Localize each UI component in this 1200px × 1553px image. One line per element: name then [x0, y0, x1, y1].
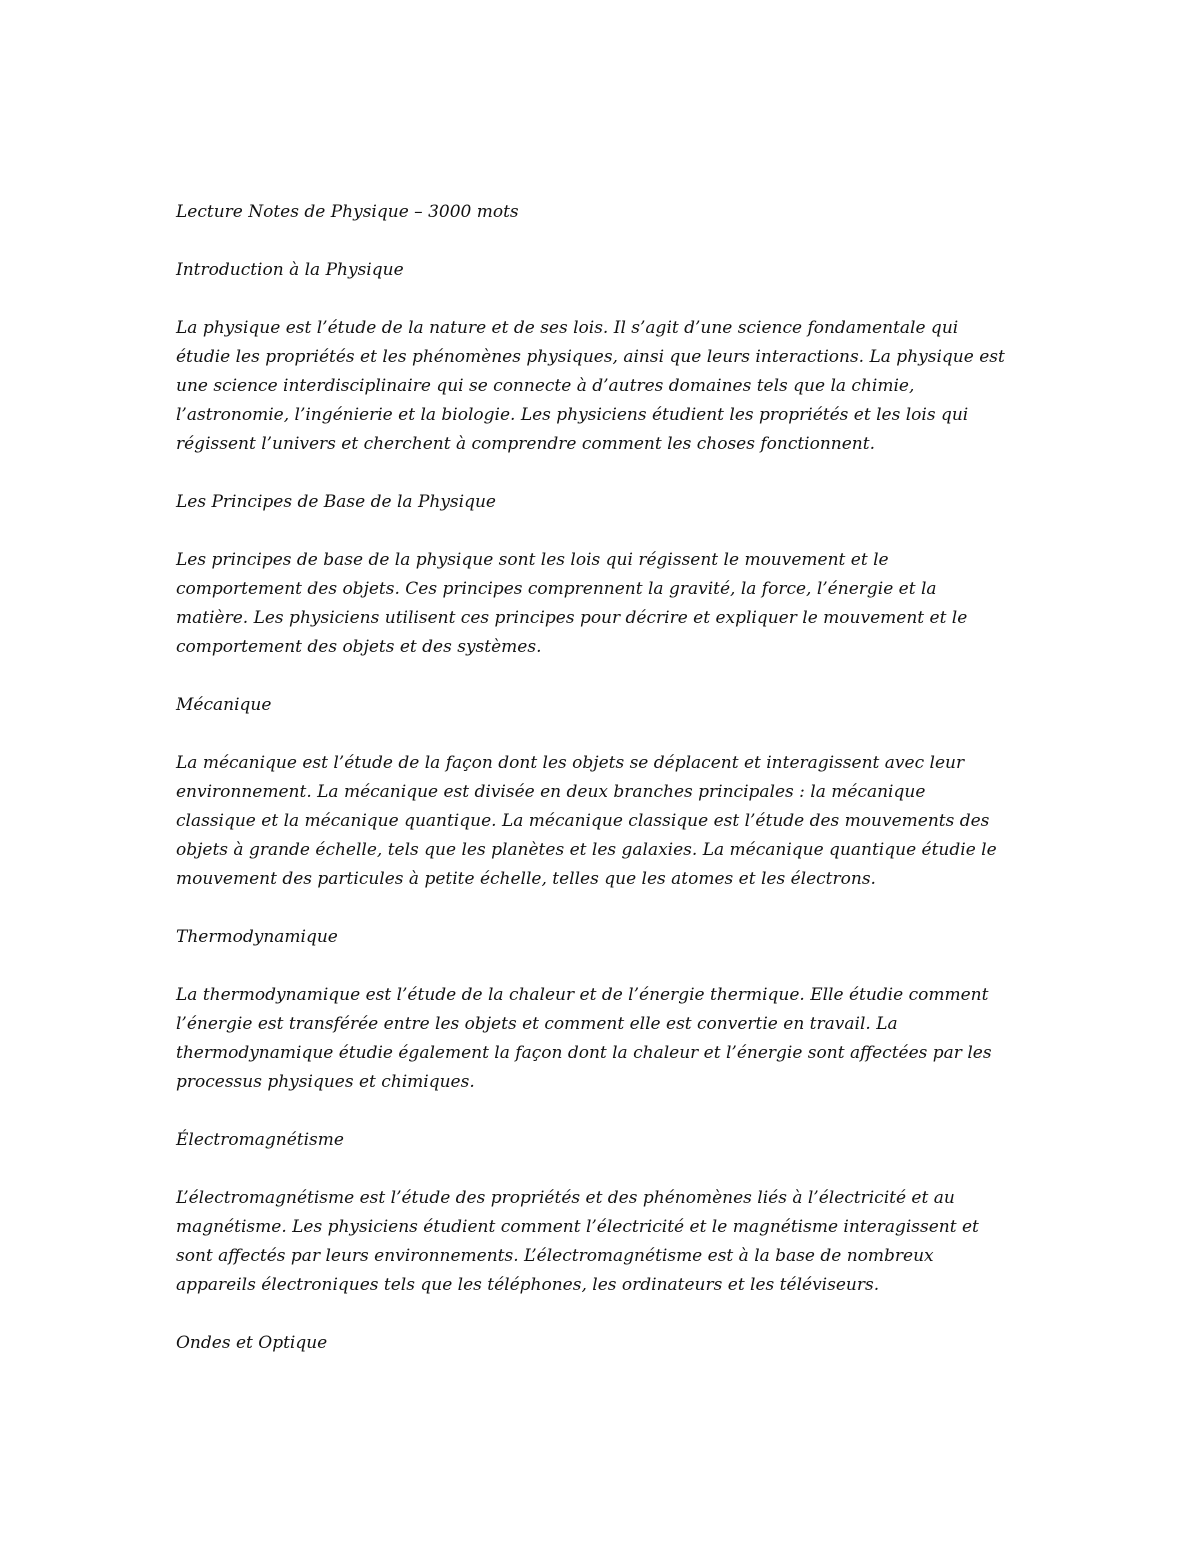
paragraph-line: La physique est l’étude de la nature et de ses lois. Il s’agit d’une science fondamentale qui	[176, 318, 959, 338]
paragraph-line: appareils électroniques tels que les téléphones, les ordinateurs et les téléviseurs.	[176, 1275, 880, 1295]
section-heading-thermodynamique: Thermodynamique	[176, 927, 338, 947]
paragraph-line: classique et la mécanique quantique. La mécanique classique est l’étude des mouvements des	[176, 811, 990, 831]
paragraph-line: environnement. La mécanique est divisée en deux branches principales : la mécanique	[176, 782, 926, 802]
paragraph-introduction	[176, 314, 1036, 459]
document-title: Lecture Notes de Physique – 3000 mots	[176, 202, 519, 222]
section-heading-principes: Les Principes de Base de la Physique	[176, 492, 496, 512]
paragraph-line: La mécanique est l’étude de la façon dont les objets se déplacent et interagissent avec leur	[176, 753, 965, 773]
paragraph-line: l’astronomie, l’ingénierie et la biologie. Les physiciens étudient les propriétés et les lois qui	[176, 405, 969, 425]
paragraph-thermodynamique	[176, 981, 1036, 1097]
paragraph-line: l’énergie est transférée entre les objets et comment elle est convertie en travail. La	[176, 1014, 898, 1034]
paragraph-line: étudie les propriétés et les phénomènes physiques, ainsi que leurs interactions. La physique est	[176, 347, 1005, 367]
section-heading-electromagnetisme: Électromagnétisme	[176, 1130, 344, 1150]
paragraph-line: une science interdisciplinaire qui se connecte à d’autres domaines tels que la chimie,	[176, 376, 915, 396]
paragraph-line: objets à grande échelle, tels que les planètes et les galaxies. La mécanique quantique étudie le	[176, 840, 997, 860]
paragraph-line: comportement des objets et des systèmes.	[176, 637, 542, 657]
paragraph-electromagnetisme	[176, 1184, 1036, 1300]
section-heading-mecanique: Mécanique	[176, 695, 272, 715]
paragraph-line: sont affectés par leurs environnements. L’électromagnétisme est à la base de nombreux	[176, 1246, 934, 1266]
paragraph-line: Les principes de base de la physique sont les lois qui régissent le mouvement et le	[176, 550, 889, 570]
paragraph-mecanique	[176, 749, 1036, 894]
section-heading-introduction: Introduction à la Physique	[176, 260, 404, 280]
paragraph-line: L’électromagnétisme est l’étude des propriétés et des phénomènes liés à l’électricité et au	[176, 1188, 955, 1208]
document-page	[176, 198, 1036, 1358]
paragraph-line: magnétisme. Les physiciens étudient comment l’électricité et le magnétisme interagissent et	[176, 1217, 979, 1237]
paragraph-line: La thermodynamique est l’étude de la chaleur et de l’énergie thermique. Elle étudie comment	[176, 985, 989, 1005]
paragraph-line: processus physiques et chimiques.	[176, 1072, 475, 1092]
paragraph-line: matière. Les physiciens utilisent ces principes pour décrire et expliquer le mouvement et le	[176, 608, 968, 628]
section-heading-ondes-optique: Ondes et Optique	[176, 1333, 328, 1353]
paragraph-line: régissent l’univers et cherchent à comprendre comment les choses fonctionnent.	[176, 434, 875, 454]
paragraph-principes	[176, 546, 1036, 662]
paragraph-line: mouvement des particules à petite échelle, telles que les atomes et les électrons.	[176, 869, 876, 889]
paragraph-line: comportement des objets. Ces principes comprennent la gravité, la force, l’énergie et la	[176, 579, 937, 599]
paragraph-line: thermodynamique étudie également la façon dont la chaleur et l’énergie sont affectées par les	[176, 1043, 992, 1063]
